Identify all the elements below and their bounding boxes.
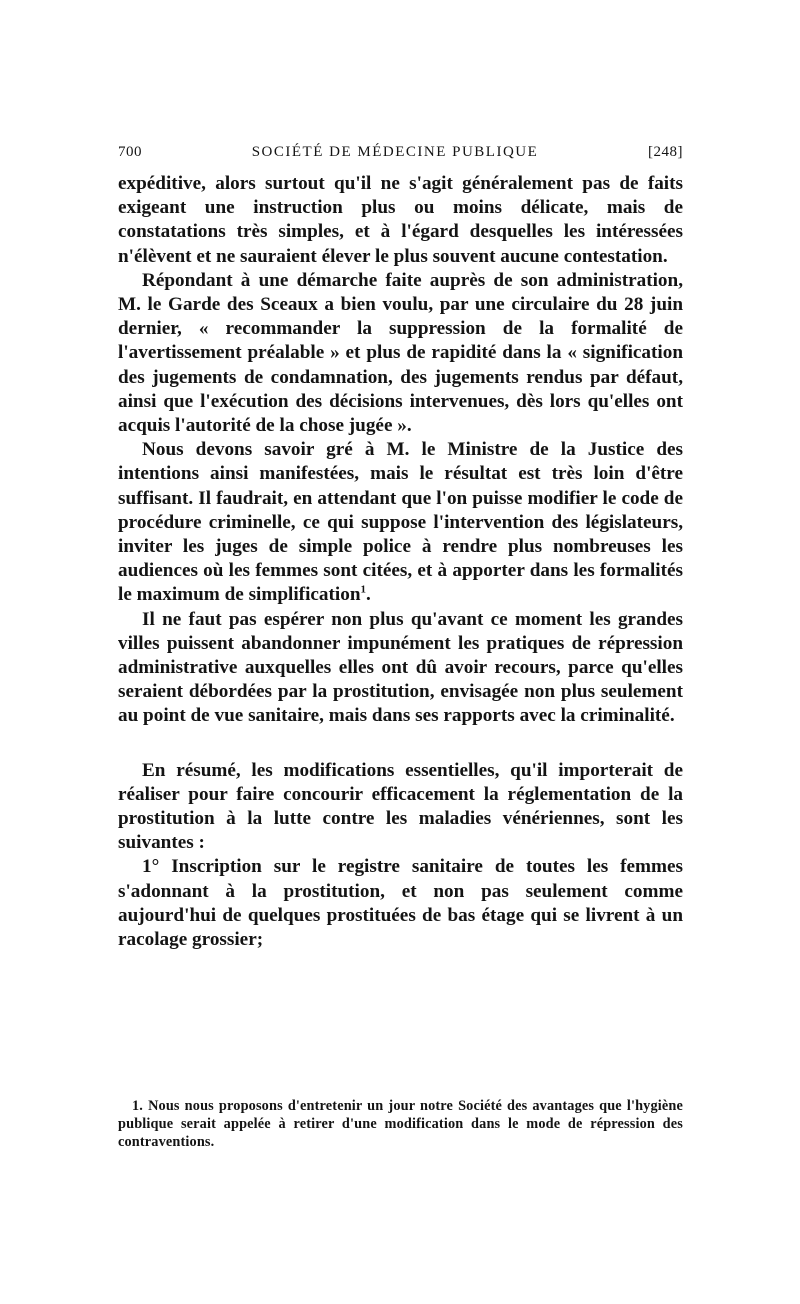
footnote-reference: 1 (360, 584, 366, 597)
running-title: SOCIÉTÉ DE MÉDECINE PUBLIQUE (251, 144, 539, 160)
main-text (118, 172, 683, 952)
list-item-1 (118, 855, 683, 952)
paragraph-garde-des-sceaux: Répondant à une démarche faite auprès de son administration, M. le Garde des Sceaux a bien voulu, par une circulaire du 28 juin dernier, « recommander la suppression de la formalité de l'avertissement préalable » et plus de rapidité dans la « signification des jugements de condamnation, des jugements rendus par défaut, ainsi que l'exécution des décisions intervenues, dès lors qu'elles ont acquis l'autorité de la chose jugée ». (118, 269, 683, 437)
paragraph-resume: En résumé, les modifications essentielles, qu'il importerait de réaliser pour faire concourir efficacement la réglementation de la prostitution à la lutte contre les maladies vénériennes, sont les suivantes : (118, 759, 683, 854)
paragraph-grandes-villes: Il ne faut pas espérer non plus qu'avant ce moment les grandes villes puissent abandonner impunément les pratiques de répression administrative auxquelles elles ont dû avoir recours, parce qu'elles seraient débordées par la prostitution, envisagée non plus seulement au point de vue sanitaire, mais dans ses rapports avec la criminalité. (118, 608, 683, 727)
running-header (118, 144, 683, 172)
footnote-paragraph (118, 1097, 683, 1151)
paragraph-ministre-justice (118, 438, 683, 607)
paragraph-continuation: expéditive, alors surtout qu'il ne s'agit généralement pas de faits exigeant une instruction plus ou moins délicate, mais de constatations très simples, et à l'égard desquelles les intéressées n'élèvent et ne sauraient élever le plus souvent aucune contestation. (118, 173, 683, 267)
paragraph-ministre-justice-end: . (366, 584, 371, 606)
footnote (118, 1097, 683, 1151)
list-item-text: Inscription sur le registre sanitaire de toutes les femmes s'adonnant à la prostitution, et non pas seulement comme aujourd'hui de quelques prostituées de bas étage qui se livrent à un racolage grossier; (118, 856, 684, 951)
list-item-number: 1° (142, 856, 160, 878)
original-page-marker: [248] (647, 144, 683, 160)
footnote-text: Nous nous proposons d'entretenir un jour notre Société des avantages que l'hygiène publique serait appelée à retirer d'une modification dans le mode de répression des contraventions. (118, 1098, 683, 1150)
paragraph-ministre-justice-text: Nous devons savoir gré à M. le Ministre de la Justice des intentions ainsi manifestées, mais le résultat est très loin d'être suffisant. Il faudrait, en attendant que l'on puisse modifier le code de procédure criminelle, ce qui suppose l'intervention des législateurs, inviter les juges de simple police à rendre plus nombreuses les audiences où les femmes sont citées, et à apporter dans les formalités le maximum de simplification (118, 439, 683, 606)
section-break (118, 729, 683, 759)
page-number: 700 (118, 144, 142, 160)
footnote-marker: 1. (132, 1098, 144, 1114)
book-page (118, 144, 683, 952)
